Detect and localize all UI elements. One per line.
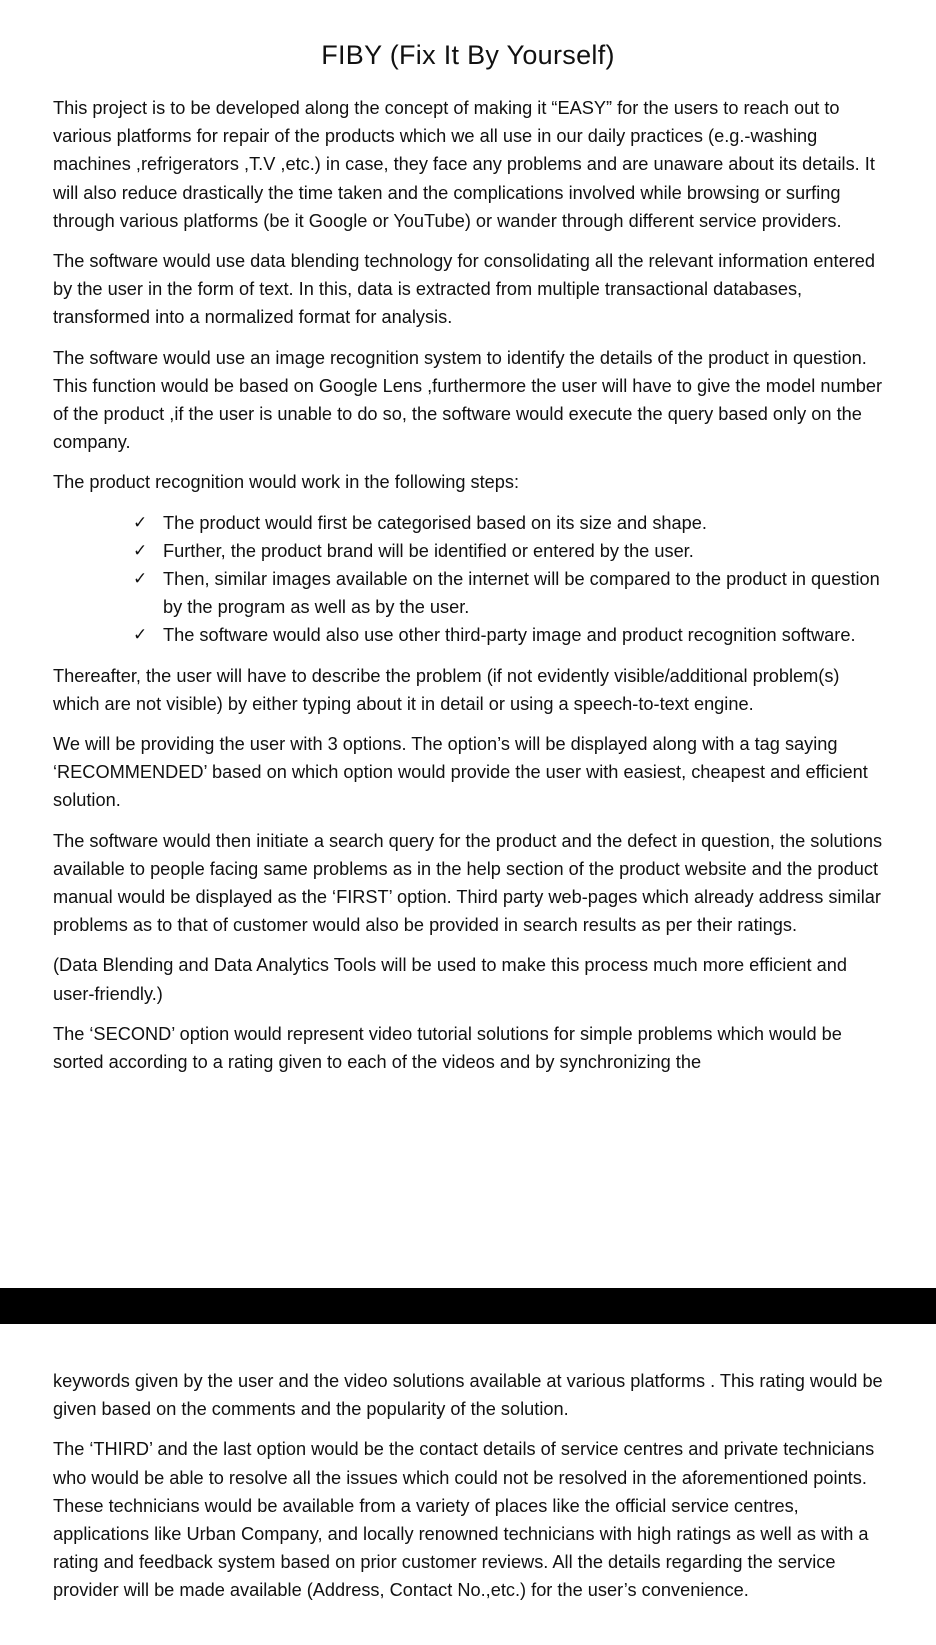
list-item xyxy=(133,565,883,621)
paragraph-intro: This project is to be developed along the concept of making it “EASY” for the users to reach out to various platforms for repair of the products which we all use in our daily practices (e.g.-washing machines ,refrigerators ,T.V ,etc.) in case, they face any problems and are unaware about its details. It will also reduce drastically the time taken and the complications involved while browsing or surfing through various platforms (be it Google or YouTube) or wander through different service providers. xyxy=(53,98,875,231)
checkmark-icon: ✓ xyxy=(133,540,148,561)
checkmark-icon: ✓ xyxy=(133,625,148,646)
list-item-text: The software would also use other third-party image and product recognition software. xyxy=(163,625,856,646)
paragraph-third-option: The ‘THIRD’ and the last option would be the contact details of service centres and private technicians who would be able to resolve all the issues which could not be resolved in the aforementioned points. These technicians would be available from a variety of places like the official service centres, applications like Urban Company, and locally renowned technicians with high ratings as well as with a rating and feedback system based on prior customer reviews. All the details regarding the service provider will be made available (Address, Contact No.,etc.) for the user’s convenience. xyxy=(53,1439,875,1601)
page-1-content xyxy=(53,94,883,1088)
paragraph-describe-problem: Thereafter, the user will have to describe the problem (if not evidently visible/additional problem(s) which are not visible) by either typing about it in detail or using a speech-to-text engine. xyxy=(53,665,840,714)
list-item xyxy=(133,537,883,565)
document-title: FIBY (Fix It By Yourself) xyxy=(321,40,615,70)
list-item-text: Then, similar images available on the internet will be compared to the product in question by the program as well as by the user. xyxy=(163,569,880,618)
page-2-content xyxy=(53,1367,883,1617)
list-item-text: The product would first be categorised based on its size and shape. xyxy=(163,512,707,533)
list-item-text: Further, the product brand will be identified or entered by the user. xyxy=(163,540,694,561)
paragraph-first-option: The software would then initiate a search query for the product and the defect in question, the solutions available to people facing same problems as in the help section of the product website and the product manual would be displayed as the ‘FIRST’ option. Third party web-pages which already address similar problems as to that of customer would also be provided in search results as per their ratings. xyxy=(53,830,883,936)
document-page-2 xyxy=(0,1324,936,1645)
paragraph-image-recognition: The software would use an image recognition system to identify the details of the product in question. This function would be based on Google Lens ,furthermore the user will have to give the model number of the product ,if the user is unable to do so, the software would execute the query based only on the company. xyxy=(53,347,883,453)
list-item xyxy=(133,621,883,649)
paragraph-steps-intro: The product recognition would work in the following steps: xyxy=(53,472,520,493)
checkmark-icon: ✓ xyxy=(133,569,148,590)
paragraph-three-options: We will be providing the user with 3 options. The option’s will be displayed along with a tag saying ‘RECOMMENDED’ based on which option would provide the user with easiest, cheapest and efficient solution. xyxy=(53,734,868,811)
page-break-bar xyxy=(0,1288,936,1324)
paragraph-second-option-continued: keywords given by the user and the video solutions available at various platforms . This rating would be given based on the comments and the popularity of the solution. xyxy=(53,1371,883,1420)
list-item xyxy=(133,509,883,537)
paragraph-tools-note: (Data Blending and Data Analytics Tools will be used to make this process much more efficient and user-friendly.) xyxy=(53,955,847,1004)
checkmark-icon: ✓ xyxy=(133,512,148,533)
paragraph-data-blending: The software would use data blending technology for consolidating all the relevant information entered by the user in the form of text. In this, data is extracted from multiple transactional databases, transformed into a normalized format for analysis. xyxy=(53,251,875,328)
paragraph-second-option: The ‘SECOND’ option would represent video tutorial solutions for simple problems which would be sorted according to a rating given to each of the videos and by synchronizing the xyxy=(53,1023,842,1073)
recognition-steps-list xyxy=(53,509,883,650)
